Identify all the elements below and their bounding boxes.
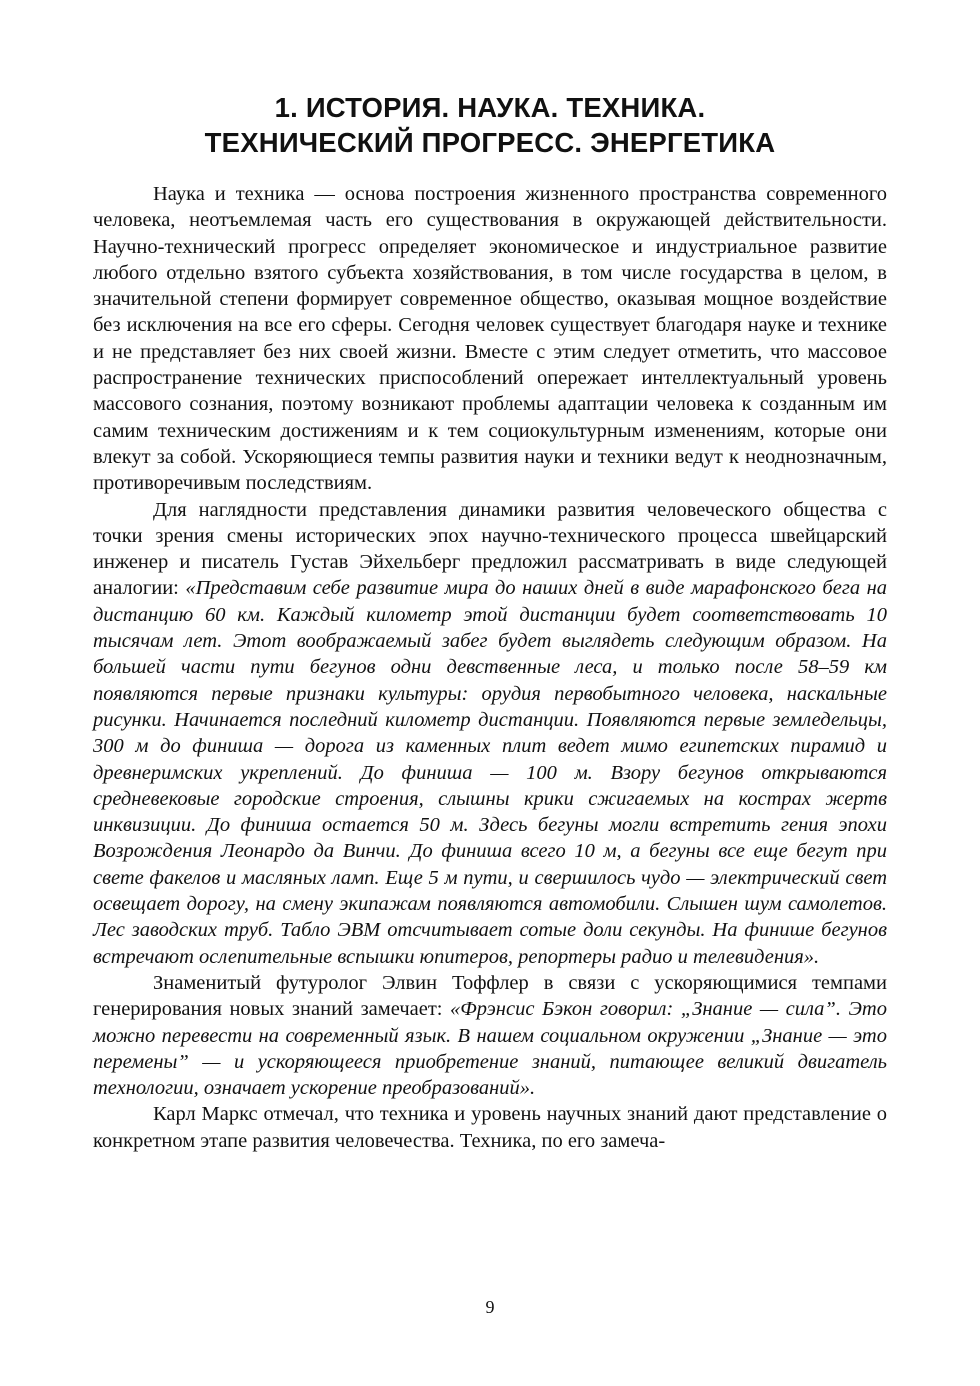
body-text bbox=[93, 181, 887, 1154]
paragraph-toffler bbox=[93, 970, 887, 1101]
toffler-intro: Знаменитый футуролог Элвин Тоффлер в связи с ускоряющимися темпами генерирования новых знаний замечает: bbox=[93, 971, 887, 1021]
chapter-title-line-1: 1. ИСТОРИЯ. НАУКА. ТЕХНИКА. bbox=[274, 92, 706, 123]
paragraph-eichelberg-analogy bbox=[93, 497, 887, 970]
page-number: 9 bbox=[485, 1297, 495, 1317]
eichelberg-intro: Для наглядности представления динамики развития человеческого общества с точки зрения смены исторических эпох научно-технического процесса швейцарский инженер и писатель Густав Эйхельберг предложил рассматривать в виде следующей аналогии: bbox=[93, 498, 887, 600]
paragraph-science-and-technology: Наука и техника — основа построения жизненного пространства современного человека, неотъемлемая часть его существования в окружающей действительности. Научно-технический прогресс определяет экономическое и индустриальное развитие любого отдельно взятого субъекта хозяйствования, в том числе государства в целом, в значительной степени формирует современное общество, оказывая мощное воздействие без исключения на все его сферы. Сегодня человек существует благодаря науке и технике и не представляет без них своей жизни. Вместе с этим следует отметить, что массовое распространение технических приспособлений опережает интеллектуальный уровень массового сознания, поэтому возникают проблемы адаптации человека к созданным им самим техническим достижениям и к тем социокультурным изменениям, которые они влекут за собой. Ускоряющиеся темпы развития науки и техники ведут к неоднозначным, противоречивым последствиям. bbox=[93, 183, 887, 495]
eichelberg-quote: «Представим себе развитие мира до наших дней в виде марафонского бега на дистанцию 60 км. Каждый километр этой дистанции будет соответствовать 10 тысячам лет. Этот воображаемый забег будет выглядеть следующим образом. На большей части пути бегунов одни девственные леса, и только после 58–59 км появляются первые признаки культуры: орудия первобытного человека, наскальные рисунки. Начинается последний километр дистанции. Появляются первые земледельцы, 300 м до финиша — дорога из каменных плит ведет мимо египетских пирамид и древнеримских укреплений. До финиша — 100 м. Взору бегунов открываются средневековые городские строения, слышны крики сжигаемых на кострах жертв инквизиции. До финиша остается 50 м. Здесь бегуны могли встретить гения эпохи Возрождения Леонардо да Винчи. До финиша всего 10 м, а бегуны все еще бегут при свете факелов и масляных ламп. Еще 5 м пути, и свершилось чудо — электрический свет освещает дорогу, на смену экипажам появляются автомобили. Слышен шум самолетов. Лес заводских труб. Табло ЭВМ отсчитывает сотые доли секунды. На финише бегунов встречают ослепительные вспышки юпитеров, репортеры радио и телевидения». bbox=[93, 577, 887, 968]
paragraph-marx: Карл Маркс отмечал, что техника и уровень научных знаний дают представление о конкретном этапе развития человечества. Техника, по его замеча- bbox=[93, 1103, 887, 1152]
chapter-title bbox=[90, 90, 890, 160]
toffler-quote: «Фрэнсис Бэкон говорил: „Знание — сила”. Это можно перевести на современный язык. В нашем социальном окружении „Знание — это перемены” — и ускоряющееся приобретение знаний, питающее великий двигатель технологии, означает ускорение преобразований». bbox=[93, 998, 887, 1100]
chapter-title-line-2: ТЕХНИЧЕСКИЙ ПРОГРЕСС. ЭНЕРГЕТИКА bbox=[204, 127, 776, 158]
